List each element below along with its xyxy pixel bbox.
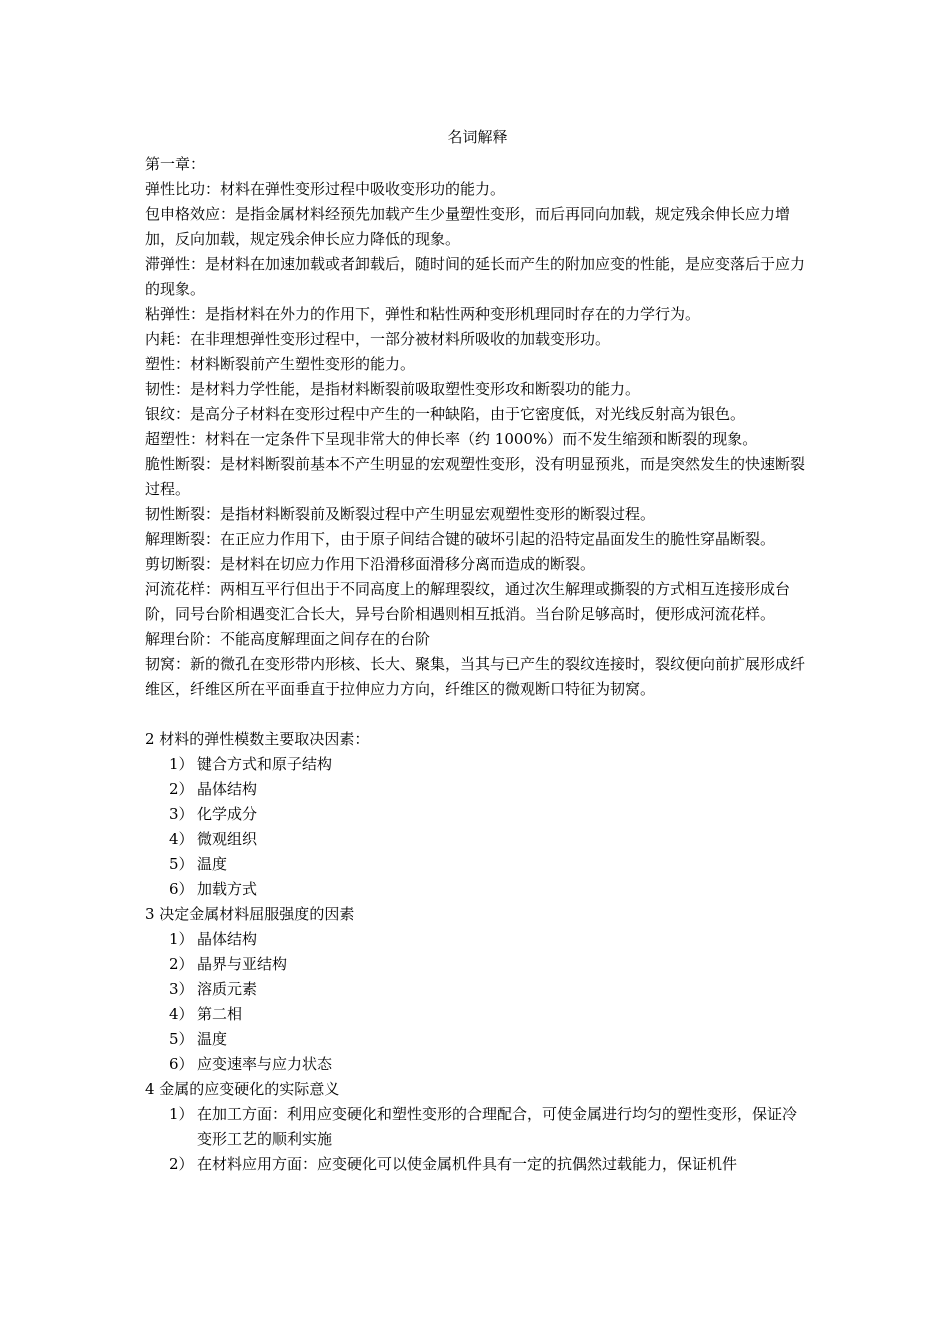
list-text: 晶体结构 [197,930,258,948]
list-text: 化学成分 [197,805,258,823]
list-text: 温度 [197,1030,228,1048]
definition-paragraph: 韧性断裂：是指材料断裂前及断裂过程中产生明显宏观塑性变形的断裂过程。 [145,505,656,523]
list-item [169,1027,810,1052]
list-number: 1） [169,755,194,773]
list-item [169,752,810,777]
definition-paragraph: 河流花样：两相互平行但出于不同高度上的解理裂纹，通过次生解理或撕裂的方式相互连接形成台阶，同号台阶相遇变汇合长大，异号台阶相遇则相互抵消。当台阶足够高时，便形成河流花样。 [145,580,791,623]
definition-paragraph: 解理断裂：在正应力作用下，由于原子间结合键的破坏引起的沿特定晶面发生的脆性穿晶断裂。 [145,530,776,548]
question-4-heading: 4 金属的应变硬化的实际意义 [145,1080,340,1098]
list-text: 在材料应用方面：应变硬化可以使金属机件具有一定的抗偶然过载能力，保证机件 [197,1155,738,1173]
list-number: 4） [169,830,194,848]
list-item [169,777,810,802]
definition-paragraph: 滞弹性：是材料在加速加载或者卸载后，随时间的延长而产生的附加应变的性能，是应变落后于应力的现象。 [145,255,806,298]
question-3-heading: 3 决定金属材料屈服强度的因素 [145,905,355,923]
list-text: 溶质元素 [197,980,258,998]
definition-paragraph: 粘弹性：是指材料在外力的作用下，弹性和粘性两种变形机理同时存在的力学行为。 [145,305,701,323]
list-item [169,1002,810,1027]
definition-paragraph: 韧性：是材料力学性能，是指材料断裂前吸取塑性变形攻和断裂功的能力。 [145,380,641,398]
list-number: 4） [169,1005,194,1023]
list-item [169,852,810,877]
definition-paragraph: 剪切断裂：是材料在切应力作用下沿滑移面滑移分离而造成的断裂。 [145,555,596,573]
list-number: 1） [169,930,194,948]
definition-paragraph: 解理台阶：不能高度解理面之间存在的台阶 [145,630,431,648]
list-item [169,952,810,977]
list-text: 应变速率与应力状态 [197,1055,333,1073]
list-number: 5） [169,855,194,873]
definition-paragraph: 内耗：在非理想弹性变形过程中，一部分被材料所吸收的加载变形功。 [145,330,611,348]
list-number: 6） [169,880,194,898]
list-number: 2） [169,955,194,973]
definition-paragraph: 脆性断裂：是材料断裂前基本不产生明显的宏观塑性变形，没有明显预兆，而是突然发生的快速断裂过程。 [145,455,806,498]
blank-line [145,702,810,727]
list-number: 2） [169,1155,194,1173]
definition-paragraph: 超塑性：材料在一定条件下呈现非常大的伸长率（约 1000%）而不发生缩颈和断裂的现象。 [145,430,758,448]
definition-paragraph: 弹性比功：材料在弹性变形过程中吸收变形功的能力。 [145,180,506,198]
list-text: 加载方式 [197,880,258,898]
list-text: 晶体结构 [197,780,258,798]
list-item [169,977,810,1002]
list-number: 1） [169,1105,194,1123]
chapter-heading: 第一章： [145,155,206,173]
list-text: 键合方式和原子结构 [197,755,333,773]
list-number: 2） [169,780,194,798]
list-text: 在加工方面：利用应变硬化和塑性变形的合理配合，可使金属进行均匀的塑性变形，保证冷变形工艺的顺利实施 [197,1105,798,1148]
document-page [145,124,810,1177]
list-text: 微观组织 [197,830,258,848]
list-item [169,827,810,852]
list-item [169,802,810,827]
document-title: 名词解释 [447,128,508,146]
list-item [169,927,810,952]
list-number: 3） [169,980,194,998]
list-text: 第二相 [197,1005,243,1023]
list-text: 晶界与亚结构 [197,955,288,973]
list-number: 3） [169,805,194,823]
definition-paragraph: 银纹：是高分子材料在变形过程中产生的一种缺陷，由于它密度低，对光线反射高为银色。 [145,405,746,423]
question-2-heading: 2 材料的弹性模数主要取决因素： [145,730,370,748]
definition-paragraph: 包申格效应：是指金属材料经预先加载产生少量塑性变形，而后再同向加载，规定残余伸长应力增加，反向加载，规定残余伸长应力降低的现象。 [145,205,791,248]
list-item [169,1152,810,1177]
list-text: 温度 [197,855,228,873]
definition-paragraph: 韧窝：新的微孔在变形带内形核、长大、聚集，当其与已产生的裂纹连接时，裂纹便向前扩展形成纤维区，纤维区所在平面垂直于拉伸应力方向，纤维区的微观断口特征为韧窝。 [145,655,806,698]
list-item [169,1102,810,1152]
definition-paragraph: 塑性：材料断裂前产生塑性变形的能力。 [145,355,416,373]
list-item [169,877,810,902]
list-number: 6） [169,1055,194,1073]
list-item [169,1052,810,1077]
list-number: 5） [169,1030,194,1048]
